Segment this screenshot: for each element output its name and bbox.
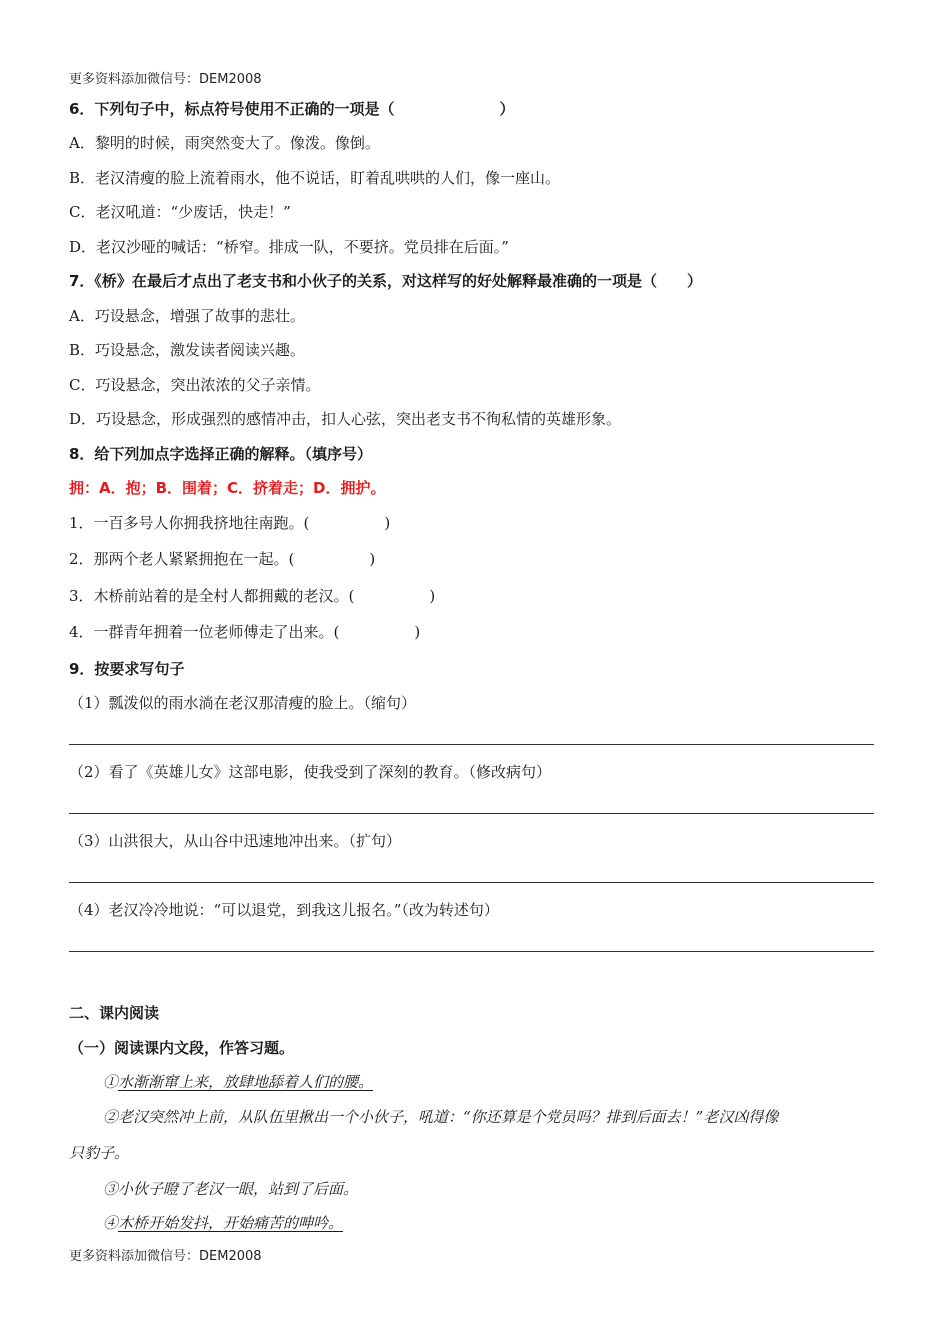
q9-item-2: （2）看了《英雄儿女》这部电影，使我受到了深刻的教育。（修改病句）	[69, 763, 552, 781]
footer-note: 更多资料添加微信号：DEM2008	[69, 1249, 262, 1264]
paragraph-4-number: ④	[103, 1214, 119, 1232]
q7-option-d: D．巧设悬念，形成强烈的感情冲击，扣人心弦，突出老支书不徇私情的英雄形象。	[69, 410, 622, 428]
q8-item-3: 3．木桥前站着的是全村人都拥戴的老汉。( )	[69, 587, 436, 605]
q8-item-1: 1．一百多号人你拥我挤地往南跑。( )	[69, 514, 391, 532]
q8-item-2: 2．那两个老人紧紧拥抱在一起。( )	[69, 550, 376, 568]
q8-item-4: 4．一群青年拥着一位老师傅走了出来。( )	[69, 623, 421, 641]
q9-stem: 9．按要求写句子	[69, 660, 185, 678]
answer-line-4	[69, 951, 874, 952]
passage-paragraph-4	[103, 1213, 343, 1233]
q7-stem: 7．《桥》在最后才点出了老支书和小伙子的关系，对这样写的好处解释最准确的一项是（ ）	[69, 272, 702, 290]
q6-option-d: D．老汉沙哑的喊话：“桥窄。排成一队，不要挤。党员排在后面。”	[69, 238, 509, 256]
section2-title: 二、课内阅读	[69, 1004, 160, 1022]
header-note: 更多资料添加微信号：DEM2008	[69, 72, 262, 87]
paragraph-4-underlined-text: 木桥开始发抖，开始痛苦的呻吟。	[118, 1214, 344, 1232]
q8-options: 拥：A．抱；B．围着；C．挤着走；D．拥护。	[69, 479, 386, 497]
answer-line-2	[69, 813, 874, 814]
passage-paragraph-1	[103, 1072, 373, 1092]
q9-item-1: （1）瓢泼似的雨水淌在老汉那清瘦的脸上。（缩句）	[69, 694, 417, 712]
q7-option-b: B．巧设悬念，激发读者阅读兴趣。	[69, 341, 306, 359]
paragraph-1-number: ①	[103, 1073, 119, 1091]
q7-option-a: A．巧设悬念，增强了故事的悲壮。	[69, 307, 305, 325]
section2-subtitle: （一）阅读课内文段，作答习题。	[69, 1039, 295, 1057]
answer-line-1	[69, 744, 874, 745]
passage-paragraph-2-line-2: 只豹子。	[69, 1144, 130, 1162]
q6-option-a: A．黎明的时候，雨突然变大了。像泼。像倒。	[69, 134, 380, 152]
q7-option-c: C．巧设悬念，突出浓浓的父子亲情。	[69, 376, 321, 394]
passage-paragraph-2-line-1: ②老汉突然冲上前，从队伍里揪出一个小伙子，吼道：“你还算是个党员吗？排到后面去！”老汉凶得像	[103, 1108, 779, 1126]
q6-option-c: C．老汉吼道：“少废话，快走！”	[69, 203, 291, 221]
answer-line-3	[69, 882, 874, 883]
q6-stem: 6．下列句子中，标点符号使用不正确的一项是（ ）	[69, 100, 515, 118]
q9-item-4: （4）老汉冷冷地说：“可以退党，到我这儿报名。”（改为转述句）	[69, 901, 499, 919]
passage-paragraph-3: ③小伙子瞪了老汉一眼，站到了后面。	[103, 1180, 359, 1198]
q8-stem: 8．给下列加点字选择正确的解释。（填序号）	[69, 445, 372, 463]
paragraph-1-underlined-text: 水渐渐窜上来，放肆地舔着人们的腰。	[118, 1073, 374, 1091]
q6-option-b: B．老汉清瘦的脸上流着雨水，他不说话，盯着乱哄哄的人们，像一座山。	[69, 169, 561, 187]
q9-item-3: （3）山洪很大，从山谷中迅速地冲出来。（扩句）	[69, 832, 402, 850]
